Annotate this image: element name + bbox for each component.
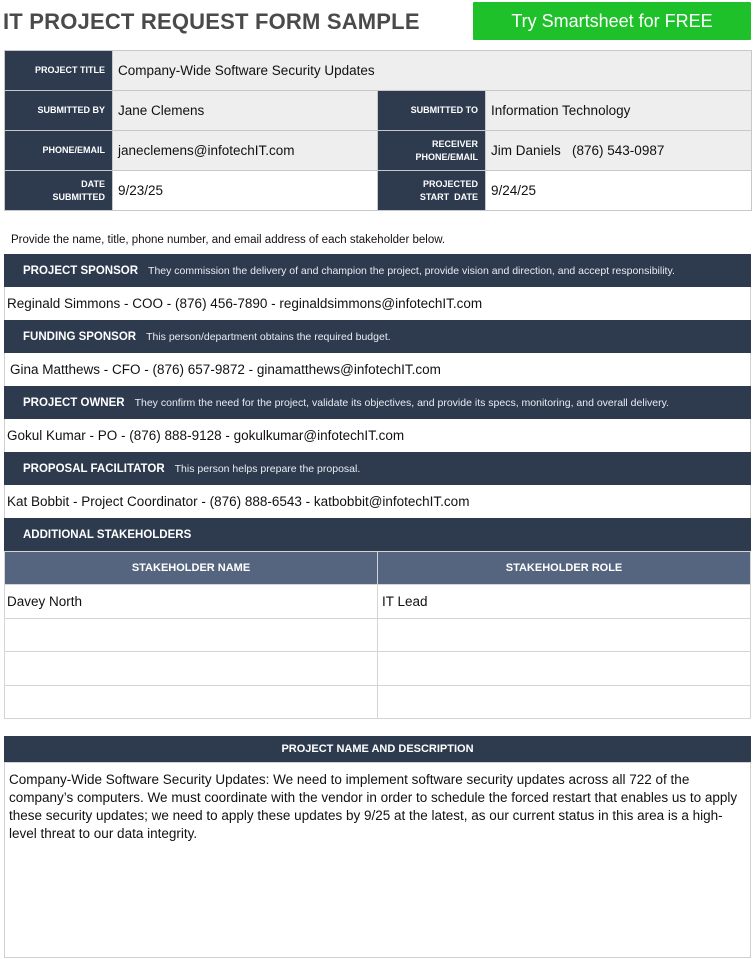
stakeholder-role-cell[interactable] bbox=[378, 652, 751, 686]
projected-start-field[interactable]: 9/24/25 bbox=[486, 171, 752, 211]
project-owner-field[interactable]: Gokul Kumar - PO - (876) 888-9128 - gokulkumar@infotechIT.com bbox=[4, 419, 751, 452]
submitted-by-label: SUBMITTED BY bbox=[5, 91, 113, 131]
stakeholder-role-cell[interactable] bbox=[378, 618, 751, 652]
funding-sponsor-description: This person/department obtains the required budget. bbox=[146, 330, 391, 343]
funding-sponsor-field[interactable]: Gina Matthews - CFO - (876) 657-9872 - ginamatthews@infotechIT.com bbox=[4, 353, 751, 386]
page-title: IT PROJECT REQUEST FORM SAMPLE bbox=[3, 9, 420, 34]
projected-start-label bbox=[378, 171, 486, 211]
phone-email-label: PHONE/EMAIL bbox=[5, 131, 113, 171]
table-row bbox=[5, 652, 751, 686]
project-owner-header bbox=[4, 386, 751, 419]
submitted-to-label: SUBMITTED TO bbox=[378, 91, 486, 131]
additional-stakeholders-header bbox=[4, 518, 751, 551]
receiver-label bbox=[378, 131, 486, 171]
receiver-field[interactable]: Jim Daniels (876) 543-0987 bbox=[486, 131, 752, 171]
stakeholder-role-cell[interactable] bbox=[378, 685, 751, 719]
submitted-to-field[interactable]: Information Technology bbox=[486, 91, 752, 131]
table-row bbox=[5, 618, 751, 652]
date-submitted-label bbox=[5, 171, 113, 211]
stakeholder-role-column: STAKEHOLDER ROLE bbox=[378, 552, 751, 585]
table-row bbox=[5, 685, 751, 719]
project-sponsor-header bbox=[4, 254, 751, 287]
date-submitted-field[interactable]: 9/23/25 bbox=[113, 171, 378, 211]
try-smartsheet-button[interactable]: Try Smartsheet for FREE bbox=[473, 2, 751, 40]
project-title-label: PROJECT TITLE bbox=[5, 51, 113, 91]
projected-start-label-line2: START DATE bbox=[419, 191, 478, 202]
proposal-facilitator-description: This person helps prepare the proposal. bbox=[174, 462, 361, 475]
proposal-facilitator-field[interactable]: Kat Bobbit - Project Coordinator - (876) 888-6543 - katbobbit@infotechIT.com bbox=[4, 485, 751, 518]
stakeholder-instructions: Provide the name, title, phone number, and email address of each stakeholder below. bbox=[11, 234, 446, 246]
project-title-field[interactable]: Company-Wide Software Security Updates bbox=[113, 51, 752, 91]
stakeholder-name-column: STAKEHOLDER NAME bbox=[5, 552, 378, 585]
date-submitted-label-line1: DATE bbox=[81, 178, 105, 189]
submitted-by-field[interactable]: Jane Clemens bbox=[113, 91, 378, 131]
project-sponsor-label: PROJECT SPONSOR bbox=[23, 264, 139, 277]
phone-email-field[interactable]: janeclemens@infotechIT.com bbox=[113, 131, 378, 171]
stakeholder-name-cell[interactable] bbox=[5, 652, 378, 686]
project-sponsor-description: They commission the delivery of and champion the project, provide vision and direction, and accept responsibility. bbox=[148, 264, 675, 277]
project-owner-description: They confirm the need for the project, validate its objectives, and provide its specs, monitoring, and overall delivery. bbox=[134, 396, 670, 409]
date-submitted-label-line2: SUBMITTED bbox=[52, 191, 105, 202]
proposal-facilitator-header bbox=[4, 452, 751, 485]
projected-start-label-line1: PROJECTED bbox=[422, 178, 478, 189]
table-row bbox=[5, 585, 751, 619]
stakeholders-table bbox=[4, 551, 751, 719]
funding-sponsor-header bbox=[4, 320, 751, 353]
stakeholders-table-header bbox=[5, 552, 751, 585]
stakeholder-role-cell[interactable]: IT Lead bbox=[378, 585, 751, 619]
description-header: PROJECT NAME AND DESCRIPTION bbox=[4, 736, 751, 762]
receiver-label-line2: PHONE/EMAIL bbox=[415, 151, 478, 162]
project-sponsor-field[interactable]: Reginald Simmons - COO - (876) 456-7890 - reginaldsimmons@infotechIT.com bbox=[4, 287, 751, 320]
receiver-label-line1: RECEIVER bbox=[431, 138, 478, 149]
description-field[interactable]: Company-Wide Software Security Updates: We need to implement software security updates across all 722 of the company’s computers. We must coordinate with the vendor in order to schedule the forced restart that enables us to apply these security updates; we need to apply these updates by 9/25 at the latest, as our current status in this area is a high-level threat to our data integrity. bbox=[4, 762, 751, 958]
project-owner-label: PROJECT OWNER bbox=[23, 396, 125, 409]
stakeholder-name-cell[interactable]: Davey North bbox=[5, 585, 378, 619]
additional-stakeholders-label: ADDITIONAL STAKEHOLDERS bbox=[23, 528, 192, 541]
stakeholder-name-cell[interactable] bbox=[5, 685, 378, 719]
project-header-table bbox=[4, 50, 752, 211]
stakeholder-name-cell[interactable] bbox=[5, 618, 378, 652]
funding-sponsor-label: FUNDING SPONSOR bbox=[23, 330, 137, 343]
proposal-facilitator-label: PROPOSAL FACILITATOR bbox=[23, 462, 165, 475]
